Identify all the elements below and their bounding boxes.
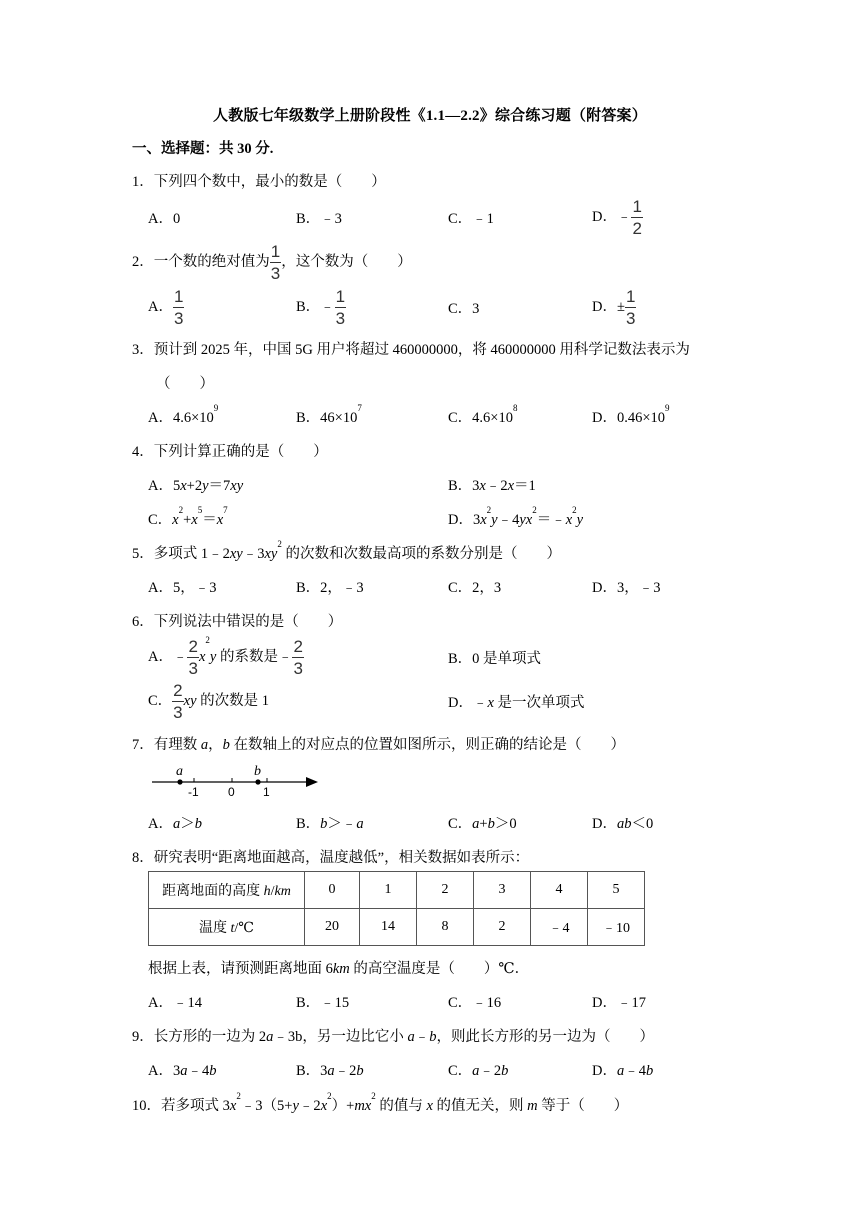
q6-option-c[interactable]: C． $\frac{2}{3}$ xy 的次数是 1 [148, 681, 270, 722]
table-row [149, 909, 645, 946]
table-cell: 1 [360, 872, 417, 909]
q8-option-d[interactable]: D．﹣17 [592, 995, 646, 1011]
q6-option-b[interactable]: B．0 是单项式 [448, 651, 542, 667]
table-cell: 5 [588, 872, 645, 909]
q8-option-a[interactable]: A．﹣14 [148, 995, 202, 1011]
q5-option-a[interactable]: A．5，﹣3 [148, 580, 217, 596]
q3-answer-paren: （ ） [156, 376, 214, 392]
q4-option-c[interactable]: C．$x^2+x^5=x^7$ [148, 505, 228, 528]
question-9: 9．长方形的一边为 2a﹣3b，另一边比它小 a﹣b，则此长方形的另一边为（ ） [132, 1029, 654, 1045]
q2-option-d[interactable]: D．± $\frac{1}{3}$ [592, 287, 636, 328]
q5-option-d[interactable]: D．3，﹣3 [592, 580, 661, 596]
q7-option-a[interactable]: A．a＞b [148, 816, 202, 832]
table-cell: ﹣4 [531, 909, 588, 946]
q6-option-d[interactable]: D．﹣x 是一次单项式 [448, 695, 585, 711]
q3-option-b[interactable]: B．$46\times 10^7$ [296, 403, 362, 426]
table-header-height: 距离地面的高度 h/km [149, 872, 305, 909]
q2-option-a[interactable]: A． $\frac{1}{3}$ [148, 287, 184, 328]
q3-option-a[interactable]: A．$4.6\times 10^9$ [148, 403, 219, 426]
q6-option-a[interactable]: A．﹣ $\frac{2}{3}$ $x^2y$ 的系数是﹣ $\frac{2}{3}$ [148, 635, 303, 678]
tick-label-1: 1 [263, 785, 270, 798]
q4-option-b[interactable]: B．3x﹣2x＝1 [448, 478, 536, 494]
table-cell: 3 [474, 872, 531, 909]
table-header-temperature: 温度 t/℃ [149, 909, 305, 946]
question-1: 1．下列四个数中，最小的数是（ ） [132, 174, 386, 190]
q1-option-a[interactable]: A．0 [148, 211, 181, 227]
q3-option-c[interactable]: C．$4.6\times 10^8$ [448, 403, 518, 426]
question-3: 3．预计到 2025 年，中国 5G 用户将超过 460000000，将 460000000 用科学记数法表示为 [132, 342, 690, 358]
question-7: 7．有理数 a，b 在数轴上的对应点的位置如图所示，则正确的结论是（ ） [132, 737, 625, 753]
point-b-marker [255, 779, 260, 784]
question-5: 5．多项式 $1﹣2xy﹣3xy^2$ 的次数和次数最高项的系数分别是（ ） [132, 539, 561, 562]
section-heading: 一、选择题：共 30 分. [132, 141, 274, 157]
table-cell: 4 [531, 872, 588, 909]
table-cell: 14 [360, 909, 417, 946]
q4-option-a[interactable]: A．5x+2y＝7xy [148, 478, 244, 494]
q1-option-d[interactable]: D．﹣ $\frac{1}{2}$ [592, 197, 642, 238]
tick-label-0: 0 [228, 785, 235, 798]
q4-option-d[interactable]: D．$3x^2y﹣4yx^2=﹣x^2y$ [448, 505, 584, 528]
page-title: 人教版七年级数学上册阶段性《1.1—2.2》综合练习题（附答案） [213, 108, 647, 124]
q3-option-d[interactable]: D．$0.46\times 10^9$ [592, 403, 670, 426]
question-8: 8．研究表明“距离地面越高，温度越低”，相关数据如表所示： [132, 850, 530, 866]
q5-option-b[interactable]: B．2，﹣3 [296, 580, 364, 596]
point-a-marker [177, 779, 182, 784]
number-line [150, 762, 325, 798]
table-cell: 2 [474, 909, 531, 946]
question-6: 6．下列说法中错误的是（ ） [132, 614, 343, 630]
table-row [149, 872, 645, 909]
table-cell: 2 [417, 872, 474, 909]
table-cell: 20 [305, 909, 360, 946]
point-a-label: a [176, 764, 183, 779]
q8-option-c[interactable]: C．﹣16 [448, 995, 502, 1011]
q2-option-b[interactable]: B．﹣ $\frac{1}{3}$ [296, 287, 346, 328]
table-cell: 8 [417, 909, 474, 946]
q1-option-b[interactable]: B．﹣3 [296, 211, 342, 227]
question-10: 10．若多项式 $3x^2﹣3(5+y﹣2x^2)+mx^2$ 的值与 x 的值无关，则 m 等于（ ） [132, 1091, 629, 1114]
question-4: 4．下列计算正确的是（ ） [132, 444, 328, 460]
q7-option-b[interactable]: B．b＞﹣a [296, 816, 364, 832]
q9-option-a[interactable]: A．3a﹣4b [148, 1063, 217, 1079]
q8-followup: 根据上表，请预测距离地面 6km 的高空温度是（ ）℃． [148, 961, 530, 977]
q8-option-b[interactable]: B．﹣15 [296, 995, 350, 1011]
q1-option-c[interactable]: C．﹣1 [448, 211, 494, 227]
table-cell: ﹣10 [588, 909, 645, 946]
q9-option-c[interactable]: C．a﹣2b [448, 1063, 509, 1079]
table-cell: 0 [305, 872, 360, 909]
q7-option-d[interactable]: D．ab＜0 [592, 816, 654, 832]
q9-option-b[interactable]: B．3a﹣2b [296, 1063, 364, 1079]
point-b-label: b [254, 764, 261, 779]
q5-option-c[interactable]: C．2，3 [448, 580, 502, 596]
tick-label-minus-1: -1 [188, 785, 199, 798]
q9-option-d[interactable]: D．a﹣4b [592, 1063, 654, 1079]
q2-option-c[interactable]: C．3 [448, 301, 480, 317]
question-2: 2．一个数的绝对值为 $\frac{1}{3}$ ，这个数为（ ） [132, 242, 412, 283]
data-table [148, 871, 645, 946]
q7-option-c[interactable]: C．a+b＞0 [448, 816, 517, 832]
